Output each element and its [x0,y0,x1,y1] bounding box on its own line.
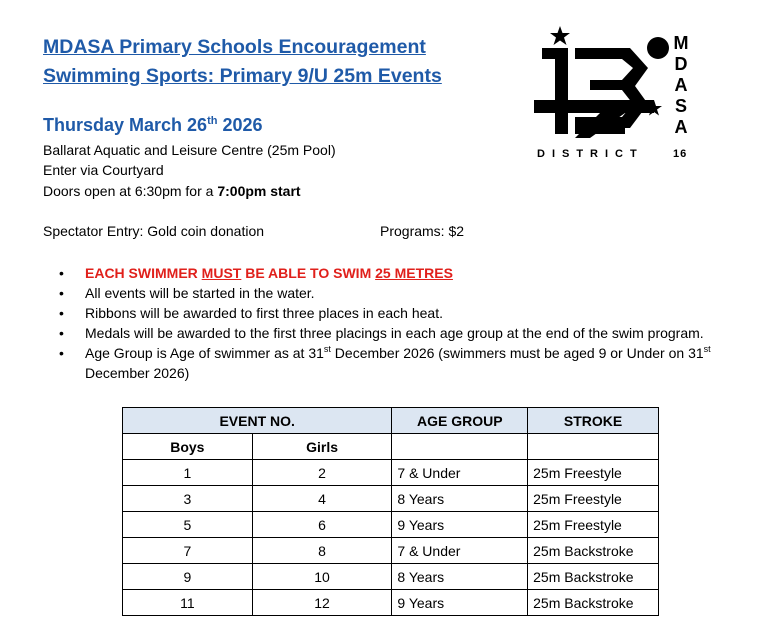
list-item: • All events will be started in the water. [59,283,759,303]
logo-letter: D [674,54,688,74]
doors-text [43,181,301,201]
logo-letter: A [674,117,688,137]
list-item: • Medals will be awarded to the first three placings in each age group at the end of the swim program. [59,323,759,343]
table-row: 7 8 7 & Under 25m Backstroke [123,538,659,564]
header-age-group: AGE GROUP [392,408,528,434]
title-line-2: Swimming Sports: Primary 9/U 25m Events [43,65,442,87]
table-row: 9 10 8 Years 25m Backstroke [123,564,659,590]
logo-letters [671,33,691,138]
logo-district-number: 16 [673,148,688,160]
event-date-suffix: th [207,115,218,127]
table-subheader-row [123,434,659,460]
table-row: 1 2 7 & Under 25m Freestyle [123,460,659,486]
header-stroke: STROKE [528,408,659,434]
title-line-1: MDASA Primary Schools Encouragement [43,36,426,58]
venue-text: Ballarat Aquatic and Leisure Centre (25m Pool) [43,142,336,158]
entry-text: Enter via Courtyard [43,162,164,178]
table-row: 3 4 8 Years 25m Freestyle [123,486,659,512]
list-item: • EACH SWIMMER MUST BE ABLE TO SWIM 25 METRES [59,263,759,283]
star-icon [550,26,570,45]
start-time: 7:00pm start [217,183,301,199]
page-title [43,33,513,91]
events-table [122,407,659,616]
table-row: 5 6 9 Years 25m Freestyle [123,512,659,538]
header-event-no: EVENT NO. [123,408,392,434]
event-date-year: 2026 [217,115,263,135]
doors-prefix: Doors open at 6:30pm for a [43,183,218,199]
list-item: • Ribbons will be awarded to first three places in each heat. [59,303,759,323]
event-date [43,112,263,138]
programs-price: Programs: $2 [380,223,465,239]
header-girls: Girls [252,434,392,460]
table-header-row [123,408,659,434]
logo-letter: M [673,33,689,53]
event-date-text: Thursday March 26 [43,115,208,135]
table-row: 11 12 9 Years 25m Backstroke [123,590,659,616]
header-boys: Boys [123,434,253,460]
logo-letter: A [674,75,688,95]
rules-list [59,263,759,383]
spectator-entry: Spectator Entry: Gold coin donation [43,223,265,239]
list-item: • Age Group is Age of swimmer as at 31st December 2026 (swimmers must be aged 9 or Under on 31st December 2026) [59,343,759,383]
logo-district-text: DISTRICT [537,148,644,160]
logo-letter: S [674,96,687,116]
